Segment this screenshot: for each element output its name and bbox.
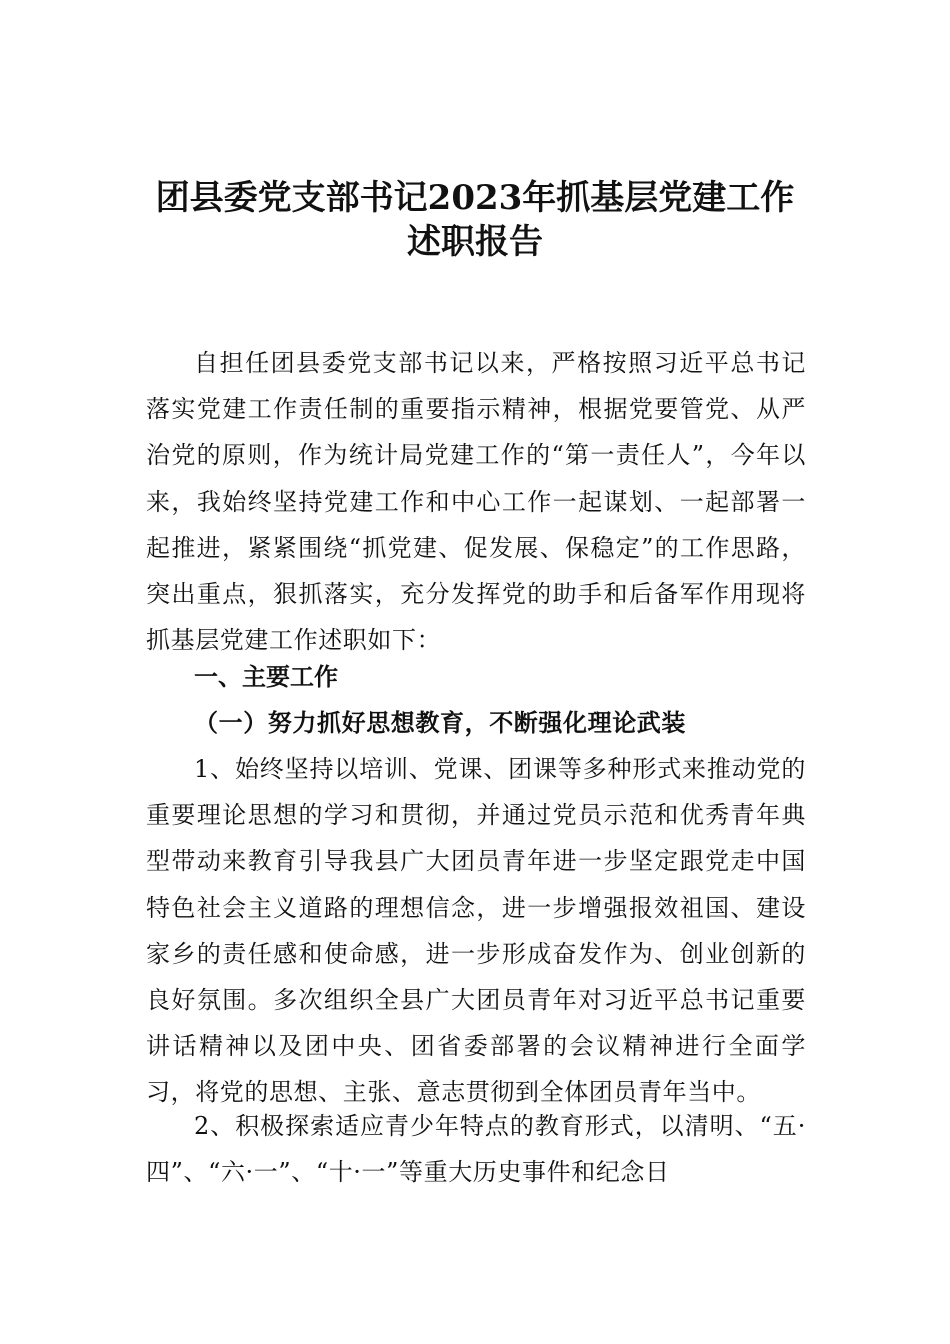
intro-paragraph: 自担任团县委党支部书记以来，严格按照习近平总书记落实党建工作责任制的重要指示精神，根据党要管党、从严治党的原则，作为统计局党建工作的“第一责任人”，今年以来，我始终坚持党建工作和中心工作一起谋划、一起部署一起推进，紧紧围绕“抓党建、促发展、保稳定”的工作思路，突出重点，狠抓落实，充分发挥党的助手和后备军作用现将抓基层党建工作述职如下： [146, 349, 806, 655]
section-heading-main-work: 一、主要工作 [194, 663, 338, 691]
document-title-line-1: 团县委党支部书记2023年抓基层党建工作 [155, 178, 795, 218]
document-title-line-2: 述职报告 [407, 222, 543, 262]
paragraph-item-2: 2、积极探索适应青少年特点的教育形式，以清明、“五·四”、“六·一”、“十·一”等重大历史事件和纪念日 [146, 1112, 806, 1187]
subsection-heading-ideological-education: （一）努力抓好思想教育，不断强化理论武装 [194, 708, 686, 737]
paragraph-item-1: 1、始终坚持以培训、党课、团课等多种形式来推动党的重要理论思想的学习和贯彻，并通过党员示范和优秀青年典型带动来教育引导我县广大团员青年进一步坚定跟党走中国特色社会主义道路的理想信念，进一步增强报效祖国、建设家乡的责任感和使命感，进一步形成奋发作为、创业创新的良好氛围。多次组织全县广大团员青年对习近平总书记重要讲话精神以及团中央、团省委部署的会议精神进行全面学习，将党的思想、主张、意志贯彻到全体团员青年当中。 [146, 755, 806, 1107]
